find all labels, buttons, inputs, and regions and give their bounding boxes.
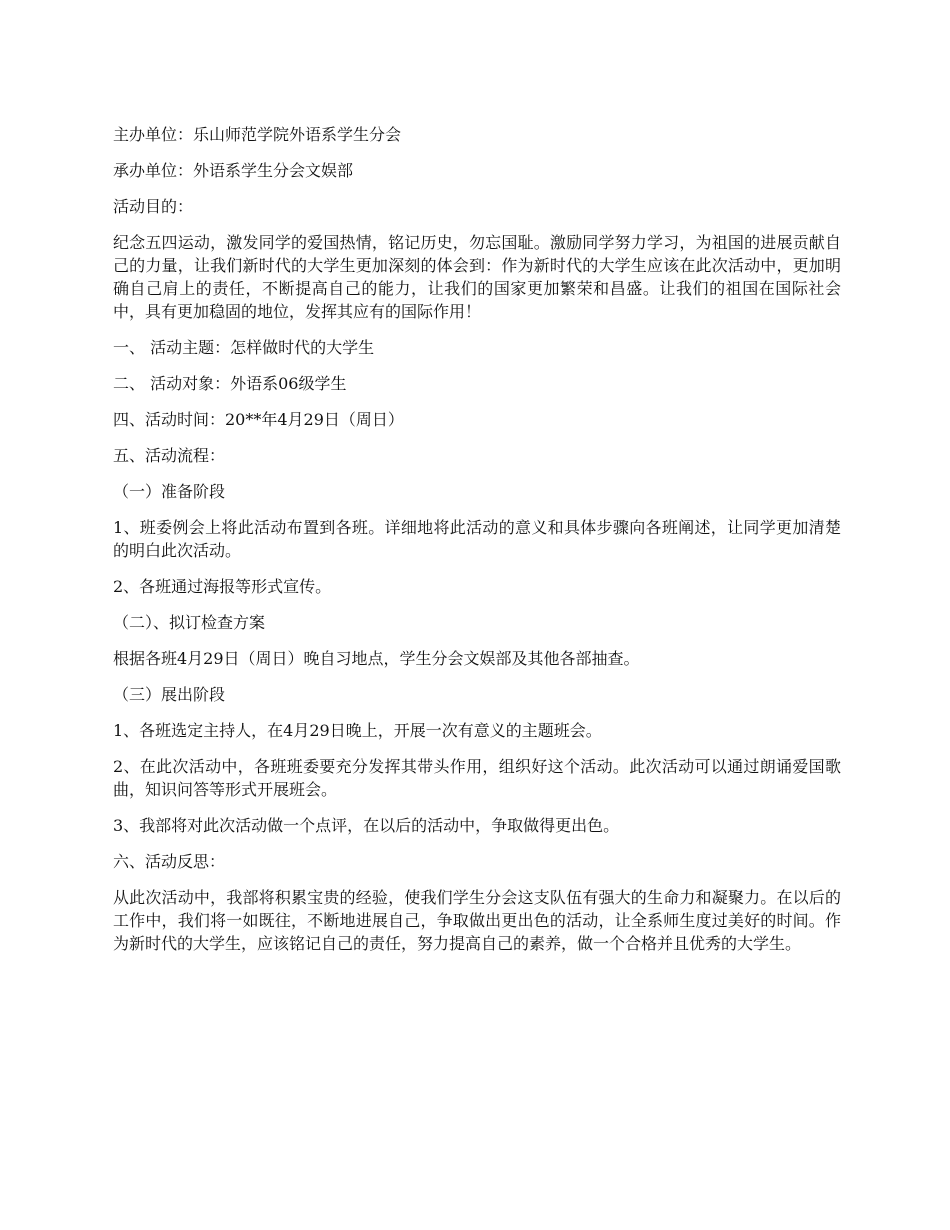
exhibition-heading: （三）展出阶段 xyxy=(113,685,226,704)
inspection-heading: （二）、拟订检查方案 xyxy=(113,613,266,632)
inspection-paragraph: 根据各班4月29日（周日）晚自习地点，学生分会文娱部及其他各部抽查。 xyxy=(113,649,640,668)
preparation-item-2: 2、各班通过海报等形式宣传。 xyxy=(113,577,332,596)
exhibition-item-2: 2、在此次活动中，各班班委要充分发挥其带头作用，组织好这个活动。此次活动可以通过朗诵爱国歌曲，知识问答等形式开展班会。 xyxy=(113,757,841,799)
theme-line: 一、 活动主题：怎样做时代的大学生 xyxy=(113,338,375,357)
purpose-heading: 活动目的： xyxy=(113,197,194,216)
exhibition-item-3: 3、我部将对此次活动做一个点评，在以后的活动中，争取做得更出色。 xyxy=(113,816,620,835)
reflection-paragraph: 从此次活动中，我部将积累宝贵的经验，使我们学生分会这支队伍有强大的生命力和凝聚力。在以后的工作中，我们将一如既往，不断地进展自己，争取做出更出色的活动，让全系师生度过美好的时间。作为新时代的大学生，应该铭记自己的责任，努力提高自己的素养，做一个合格并且优秀的大学生。 xyxy=(113,888,841,953)
time-line: 四、活动时间：20**年4月29日（周日） xyxy=(113,410,404,429)
audience-line: 二、 活动对象：外语系06级学生 xyxy=(113,374,347,393)
preparation-item-1: 1、班委例会上将此活动布置到各班。详细地将此活动的意义和具体步骤向各班阐述，让同学更加清楚的明白此次活动。 xyxy=(113,518,841,560)
reflection-heading: 六、活动反思： xyxy=(113,852,226,871)
organizer-line: 主办单位：乐山师范学院外语系学生分会 xyxy=(113,125,402,144)
document-page xyxy=(113,123,841,968)
preparation-heading: （一）准备阶段 xyxy=(113,482,226,501)
process-heading: 五、活动流程： xyxy=(113,446,226,465)
purpose-paragraph: 纪念五四运动，激发同学的爱国热情，铭记历史，勿忘国耻。激励同学努力学习，为祖国的进展贡献自己的力量，让我们新时代的大学生更加深刻的体会到：作为新时代的大学生应该在此次活动中，更加明确自己肩上的责任，不断提高自己的能力，让我们的国家更加繁荣和昌盛。让我们的祖国在国际社会中，具有更加稳固的地位，发挥其应有的国际作用！ xyxy=(113,233,841,321)
exhibition-item-1: 1、各班选定主持人，在4月29日晚上，开展一次有意义的主题班会。 xyxy=(113,721,602,740)
host-line: 承办单位：外语系学生分会文娱部 xyxy=(113,161,354,180)
